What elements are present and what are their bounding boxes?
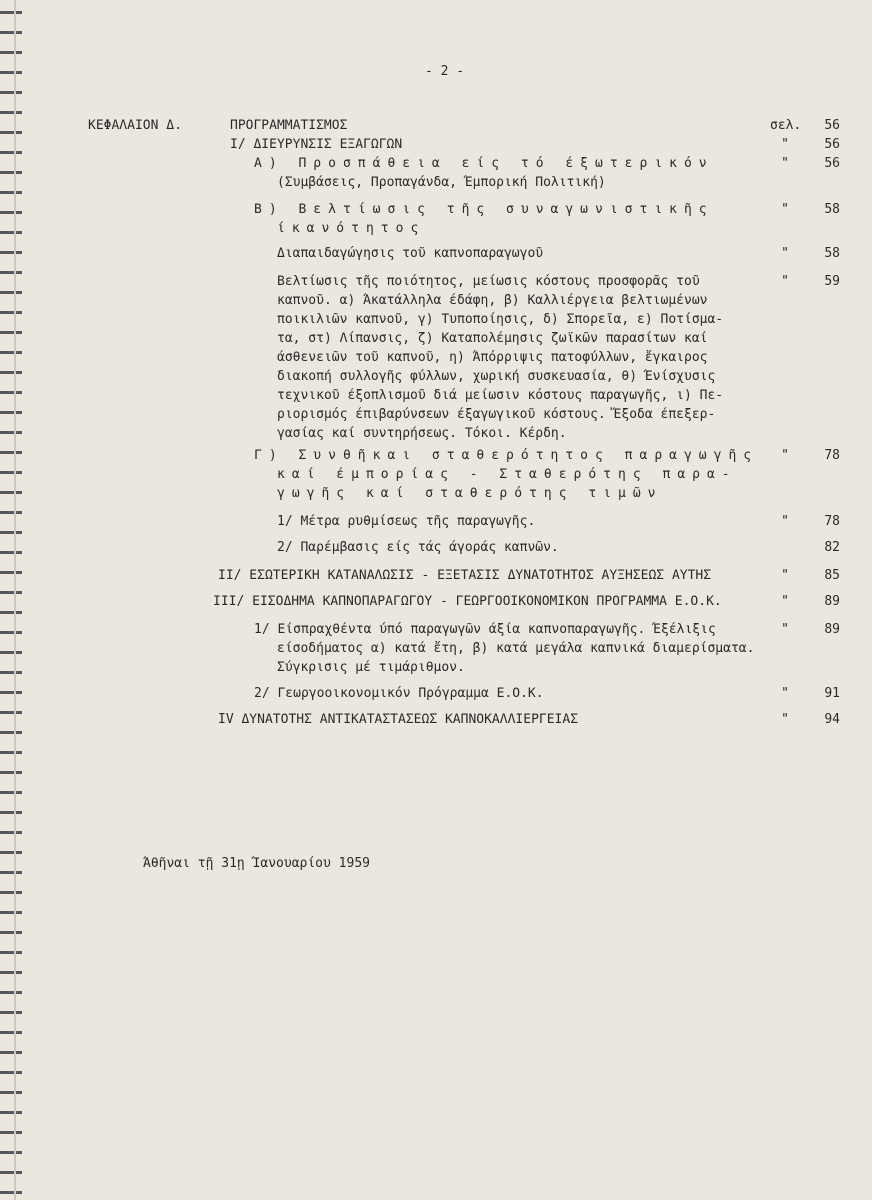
entry-iii1-line2: είσοδήματος α) κατά ἔτη, β) κατά μεγάλα καπνικά διαμερίσματα. <box>277 641 755 656</box>
section-i-title: Ι/ ΔΙΕΥΡΥΝΣΙΣ ΕΞΑΓΩΓΩΝ <box>230 137 403 152</box>
page-number: - 2 - <box>425 64 465 79</box>
entry-diap: Διαπαιδαγώγησις τοῦ καπνοπαραγωγοῦ <box>277 246 544 261</box>
page-ref-i: 56 <box>824 137 840 152</box>
page-ref-g1: 78 <box>824 514 840 529</box>
section-iv-title: IV ΔΥΝΑΤΟΤΗΣ ΑΝΤΙΚΑΤΑΣΤΑΣΕΩΣ ΚΑΠΝΟΚΑΛΛΙΕΡΓΕΙΑΣ <box>218 712 579 727</box>
ditto-mark: " <box>781 246 789 261</box>
page-ref-g: 78 <box>824 448 840 463</box>
sel-label: σελ. <box>770 118 802 133</box>
entry-b-line1: Β) Βελτίωσις τῆς συναγωνιστικῆς <box>254 202 714 217</box>
page-ref-chapter: 56 <box>824 118 840 133</box>
entry-a-line1: Α) Προσπάθεια είς τό έξωτερικόν <box>254 156 714 171</box>
entry-belt-line5: άσθενειῶν τοῦ καπνοῦ, η) Άπόρριψις πατοφύλλων, ἔγκαιρος <box>277 350 708 365</box>
page-ref-belt: 59 <box>824 274 840 289</box>
section-iii-title: ΙΙΙ/ ΕΙΣΟΔΗΜΑ ΚΑΠΝΟΠΑΡΑΓΩΓΟΥ - ΓΕΩΡΓΟΟΙΚΟΝΟΜΙΚΟΝ ΠΡΟΓΡΑΜΜΑ Ε.Ο.Κ. <box>213 594 722 609</box>
entry-a-line2: (Συμβάσεις, Προπαγάνδα, Έμπορική Πολιτική) <box>277 175 606 190</box>
ditto-mark: " <box>781 156 789 171</box>
chapter-label: ΚΕΦΑΛΑΙΟΝ Δ. <box>88 118 182 133</box>
page-ref-iii: 89 <box>824 594 840 609</box>
entry-belt-line4: τα, στ) Λίπανσις, ζ) Καταπολέμησις ζωϊκῶν παρασίτων καί <box>277 331 708 346</box>
ditto-mark: " <box>781 686 789 701</box>
entry-g-line1: Γ) Συνθῆκαι σταθερότητος παραγωγῆς <box>254 448 759 463</box>
page-ref-a: 56 <box>824 156 840 171</box>
entry-belt-line6: διακοπή συλλογῆς φύλλων, χωρική συσκευασία, θ) Ένίσχυσις <box>277 369 716 384</box>
section-ii-title: ΙΙ/ ΕΣΩΤΕΡΙΚΗ ΚΑΤΑΝΑΛΩΣΙΣ - ΕΞΕΤΑΣΙΣ ΔΥΝΑΤΟΤΗΤΟΣ ΑΥΞΗΣΕΩΣ ΑΥΤΗΣ <box>218 568 712 583</box>
entry-belt-line8: ριορισμός έπιβαρύνσεων έξαγωγικοῦ κόστους. Ἔξοδα έπεξερ- <box>277 407 716 422</box>
entry-belt-line1: Βελτίωσις τῆς ποιότητος, μείωσις κόστους προσφορᾶς τοῦ <box>277 274 700 289</box>
entry-g-line2: καί έμπορίας - Σταθερότης παρα- <box>277 467 737 482</box>
chapter-title: ΠΡΟΓΡΑΜΜΑΤΙΣΜΟΣ <box>230 118 348 133</box>
entry-iii1-line1: 1/ Είσπραχθέντα ύπό παραγωγῶν άξία καπνοπαραγωγῆς. Έξέλιξις <box>254 622 716 637</box>
ditto-mark: " <box>781 274 789 289</box>
page-ref-iii1: 89 <box>824 622 840 637</box>
footer-date: Άθῆναι τῇ 31ῃ Ίανουαρίου 1959 <box>143 856 370 871</box>
ditto-mark: " <box>781 514 789 529</box>
ditto-mark: " <box>781 712 789 727</box>
ditto-mark: " <box>781 202 789 217</box>
entry-belt-line2: καπνοῦ. α) Άκατάλληλα έδάφη, β) Καλλιέργεια βελτιωμένων <box>277 293 708 308</box>
entry-iii2: 2/ Γεωργοοικονομικόν Πρόγραμμα Ε.Ο.Κ. <box>254 686 544 701</box>
page-ref-ii: 85 <box>824 568 840 583</box>
ditto-mark: " <box>781 594 789 609</box>
page-ref-iv: 94 <box>824 712 840 727</box>
ditto-mark: " <box>781 137 789 152</box>
page-ref-diap: 58 <box>824 246 840 261</box>
entry-g2: 2/ Παρέμβασις είς τάς άγοράς καπνῶν. <box>277 540 559 555</box>
entry-g-line3: γωγῆς καί σταθερότης τιμῶν <box>277 486 663 501</box>
entry-iii1-line3: Σύγκρισις μέ τιμάριθμον. <box>277 660 465 675</box>
page-ref-g2: 82 <box>824 540 840 555</box>
page-ref-iii2: 91 <box>824 686 840 701</box>
spiral-binding <box>0 0 22 1200</box>
entry-g1: 1/ Μέτρα ρυθμίσεως τῆς παραγωγῆς. <box>277 514 536 529</box>
ditto-mark: " <box>781 448 789 463</box>
entry-b-line2: ίκανότητος <box>277 221 426 236</box>
page-ref-b: 58 <box>824 202 840 217</box>
ditto-mark: " <box>781 622 789 637</box>
entry-belt-line3: ποικιλιῶν καπνοῦ, γ) Τυποποίησις, δ) Σπορεῖα, ε) Ποτίσμα- <box>277 312 724 327</box>
entry-belt-line9: γασίας καί συντηρήσεως. Τόκοι. Κέρδη. <box>277 426 567 441</box>
entry-belt-line7: τεχνικοῦ έξοπλισμοῦ διά μείωσιν κόστους παραγωγῆς, ι) Πε- <box>277 388 724 403</box>
ditto-mark: " <box>781 568 789 583</box>
